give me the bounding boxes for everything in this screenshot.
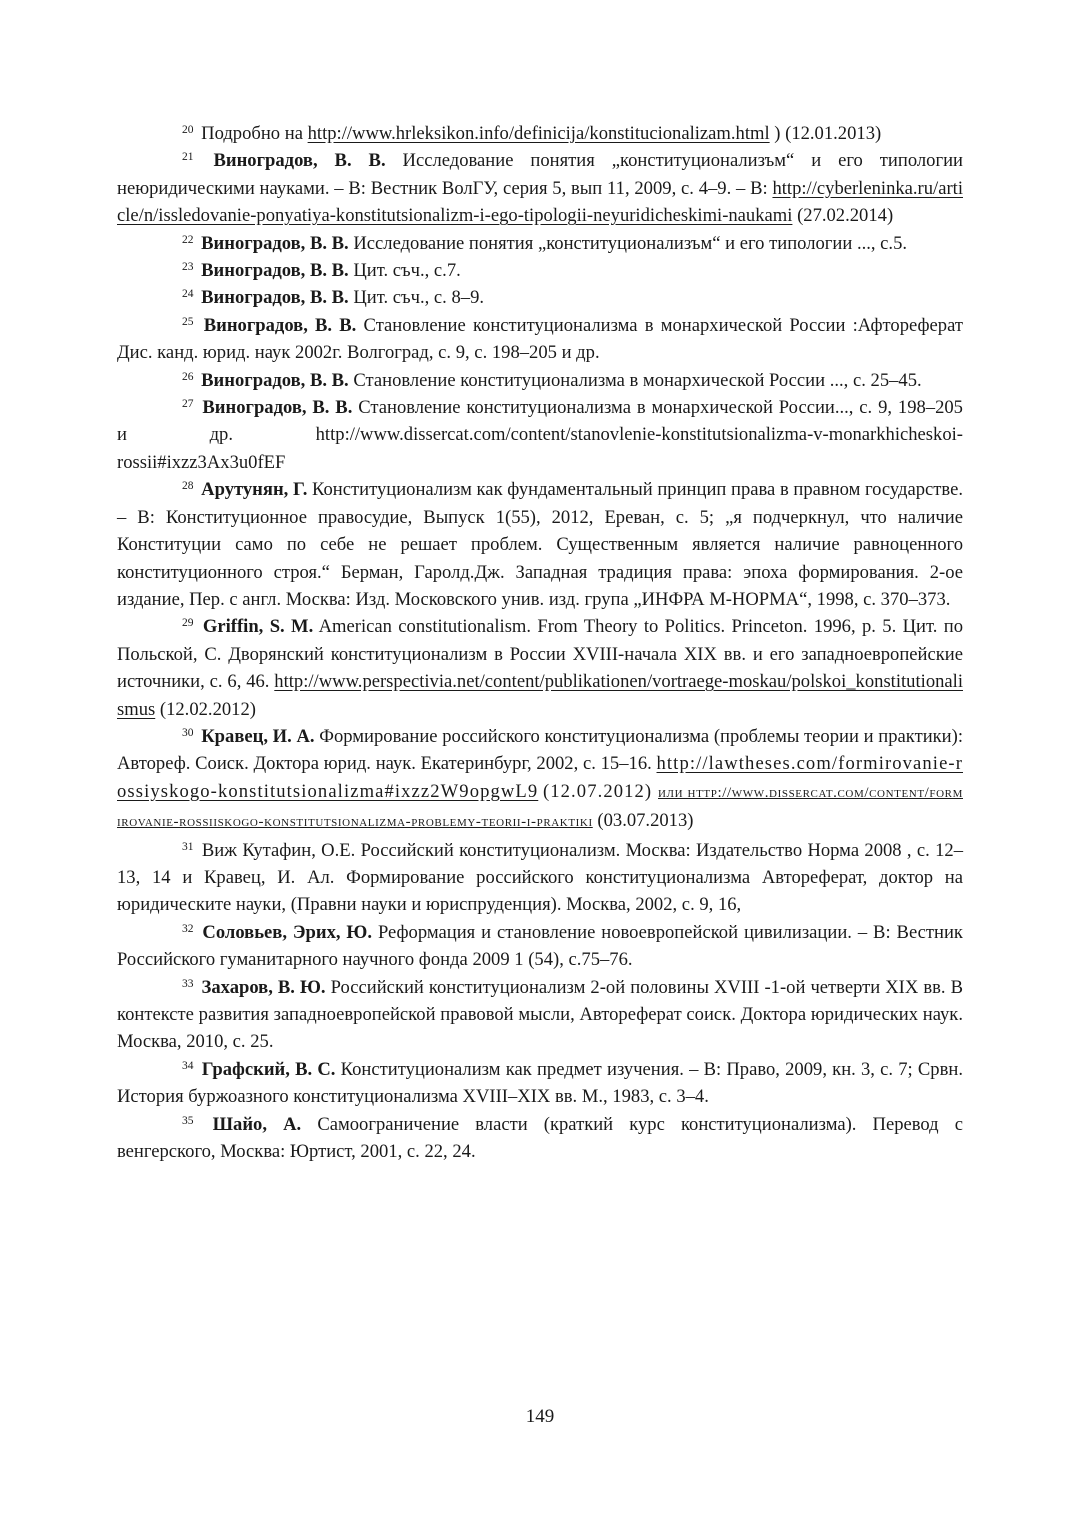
footnote-number: 21 [182,151,194,164]
footnote-link[interactable]: http://lawtheses.com/formirovanie-rossiyskogo-konstitutsionalizma#ixzz2W9opgwL9 [117,753,963,802]
footnote-number: 30 [182,726,194,739]
footnote-author: Griffin, S. M. [202,616,314,638]
footnote-24 [117,284,963,311]
footnote-35 [117,1111,963,1166]
footnote-22 [117,230,963,257]
footnotes-block [117,120,963,1165]
footnote-number: 23 [182,261,194,274]
footnote-text: Подробно на [201,123,308,144]
footnote-date: (12.07.2012) [542,780,659,802]
footnote-author: Виноградов, В. В. [201,369,349,391]
footnote-21 [117,147,963,229]
footnote-text: Исследование понятия „конституционализъм“ и его типологии неюридическими науками. – В: Вестник ВолГУ, серия 5, вып 11, 2009, с. 4–9. – В: [117,150,963,199]
footnote-link[interactable]: http://cyberleninka.ru/article/n/issledovanie-ponyatiya-konstitutsionalizm-i-ego-tipologii-neyuridicheskimi-naukami [117,177,963,227]
footnote-number: 29 [182,617,194,630]
footnote-text: Самоограничение власти (краткий курс конституционализма). Перевод с венгерского, Москва: Юртист, 2001, с. 22, 24. [117,1113,963,1163]
footnote-number: 22 [182,233,194,246]
footnote-26 [117,367,963,394]
footnote-author: Кравец, И. А. [201,725,315,747]
footnote-text: American constitutionalism. From Theory to Politics. Princeton. 1996, p. 5. Цит. по Польской, С. Дворянский конституционализм в России XVIII-начала XIX вв. и его западноевропейские источники, с. 6, 46. [117,616,964,693]
footnote-number: 24 [182,288,194,301]
footnote-text: Цит. съч., с. 8–9. [353,287,485,309]
footnote-date: (12.02.2012) [159,698,256,720]
footnote-text: Реформация и становление новоевропейской цивилизации. – В: Вестник Российского гуманитарного научного фонда 2009 1 (54), с.75–76. [117,921,963,971]
footnote-author: Виноградов, В. В. [202,397,353,419]
footnote-date-secondary: (03.07.2013) [597,810,694,832]
footnote-number: 31 [182,840,194,853]
footnote-29 [117,613,963,723]
footnote-number: 35 [182,1114,194,1127]
footnote-date: ) (12.01.2013) [774,123,882,144]
footnote-text: Становление конституционализма в монархической России..., с. 9, 198–205 и др. http://www.dissercat.com/content/stanovlenie-konstitutsionalizma-v-monarkhicheskoi-rossii#ixzz3Ax3u0fEF [117,397,963,473]
footnote-23 [117,257,963,284]
footnote-text: Становление конституционализма в монархической России :Афтореферат Дис. канд. юрид. наук 2002г. Волгоград, с. 9, с. 198–205 и др. [117,314,963,364]
footnote-text: Исследование понятия „конституционализъм“ и его типологии ..., с.5. [353,232,908,254]
footnote-author: Виноградов, В. В. [213,150,386,172]
footnote-number: 20 [182,124,194,136]
footnote-number: 32 [182,922,194,935]
footnote-28 [117,476,963,613]
footnote-author: Виноградов, В. В. [201,232,349,254]
footnote-number: 33 [182,977,194,990]
footnote-32 [117,919,963,974]
footnote-author: Шайо, А. [212,1113,302,1135]
footnote-text: Формирование российского конституционализма (проблемы теории и практики): Автореф. Соиск. Доктора юрид. наук. Екатеринбург, 2002, с. 15–16. [117,725,963,775]
footnote-date: (27.02.2014) [797,205,894,227]
footnote-text: Конституционализм как предмет изучения. – В: Право, 2009, кн. 3, с. 7; Срвн. История буржоазного конституционализма XVIII–XIX вв. М., 1983, с. 3–4. [117,1058,963,1108]
footnote-number: 27 [182,398,194,411]
footnote-25 [117,312,963,367]
footnote-author: Виноградов, В. В. [201,287,349,309]
footnote-link-secondary[interactable]: или http://www.dissercat.com/content/formirovanie-rossiiskogo-konstitutsionalizma-problemy-teorii-i-praktiki [117,784,963,831]
footnote-text: Виж Кутафин, О.Е. Российский конституционализм. Москва: Издательство Норма 2008 , с. 12–13, 14 и Кравец, И. Ал. Формирование российского конституционализма Автореферат, доктор на юридическите науки, (Правни науки и юриспруденция). Москва, 2002, с. 9, 16, [117,839,963,916]
footnote-text: Становление конституционализма в монархической России ..., с. 25–45. [353,369,922,391]
footnote-31 [117,837,963,919]
footnote-number: 25 [182,315,194,328]
footnote-27 [117,394,963,476]
footnote-34 [117,1056,963,1111]
footnote-number: 34 [182,1059,194,1072]
footnote-30 [117,723,963,837]
footnote-text: Цит. съч., с.7. [353,260,461,282]
page-number: 149 [525,1406,555,1427]
footnote-20 [117,120,963,147]
footnote-number: 28 [182,480,194,493]
footnote-link[interactable]: http://www.hrleksikon.info/definicija/konstitucionalizam.html [307,123,770,144]
footnote-text: Российский конституционализм 2-ой половины XVIII -1-ой четверти XIX вв. В контексте развития западноевропейской правовой мысли, Автореферат соиск. Доктора юридических наук. Москва, 2010, с. 25. [117,976,963,1053]
footnote-author: Захаров, В. Ю. [201,976,326,998]
footnote-author: Графский, В. С. [201,1058,336,1080]
footnote-author: Виноградов, В. В. [203,314,357,336]
footnote-number: 26 [182,370,194,383]
footnote-author: Арутунян, Г. [201,479,308,501]
footnote-author: Виноградов, В. В. [201,260,349,282]
footnote-link[interactable]: http://www.perspectivia.net/content/publikationen/vortraege-moskau/polskoi_konstitutionalismus [117,671,963,720]
footnote-33 [117,974,963,1056]
footnote-text: Конституционализм как фундаментальный принцип права в правном государстве. – В: Конституционное правосудие, Выпуск 1(55), 2012, Ереван, с. 5; „я подчеркнул, что наличие Конституции само по себе не решает проблем. Существенным является наличие равноценного конституционного строя.“ Берман, Гаролд.Дж. Западная традиция права: эпоха формирования. 2-ое издание, Пер. с англ. Москва: Изд. Московского унив. изд. група „ИНФРА М-НОРМА“, 1998, с. 370–373. [117,479,964,610]
footnote-author: Соловьев, Эрих, Ю. [202,921,373,943]
